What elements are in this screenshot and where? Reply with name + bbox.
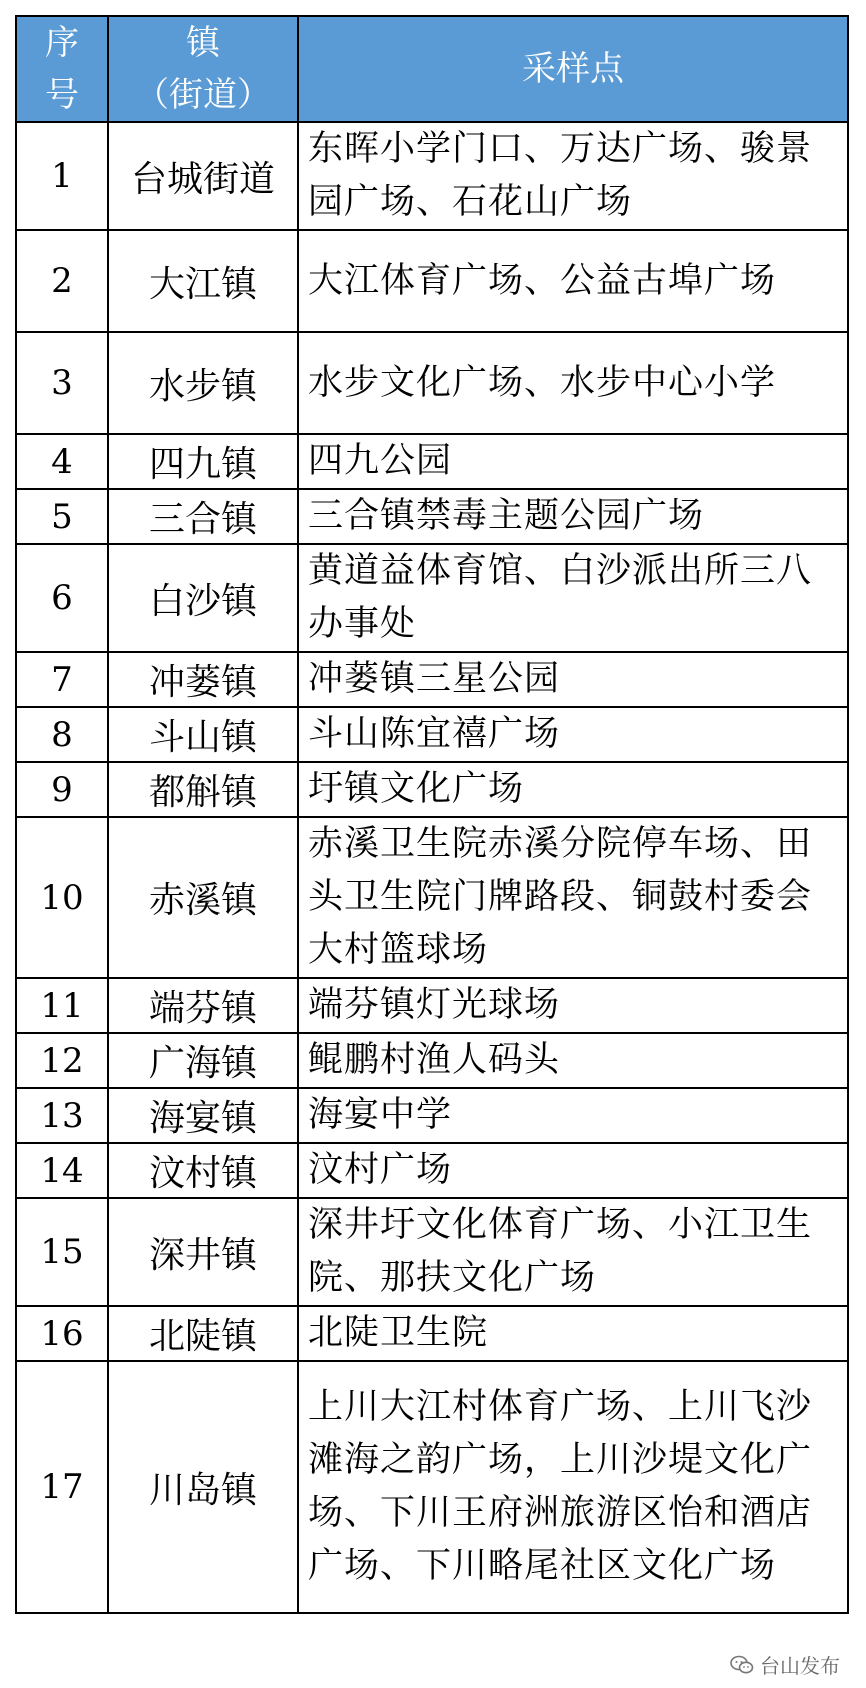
row-index: 13 [16,1088,108,1143]
watermark-text: 台山发布 [760,1654,840,1678]
table-header [16,16,848,122]
table-row [16,434,848,489]
row-index: 1 [16,122,108,230]
row-town: 端芬镇 [108,978,298,1033]
header-site: 采样点 [298,16,848,122]
row-index: 8 [16,707,108,762]
row-site: 水步文化广场、水步中心小学 [298,332,848,434]
row-index: 12 [16,1033,108,1088]
table-row [16,1033,848,1088]
header-town [108,16,298,122]
row-town: 海宴镇 [108,1088,298,1143]
table-row [16,544,848,652]
row-index: 11 [16,978,108,1033]
row-site: 深井圩文化体育广场、小江卫生院、那扶文化广场 [298,1198,848,1306]
row-town: 深井镇 [108,1198,298,1306]
row-index: 10 [16,817,108,978]
header-index [16,16,108,122]
row-town: 台城街道 [108,122,298,230]
row-index: 5 [16,489,108,544]
row-site: 北陡卫生院 [298,1306,848,1361]
table-row [16,817,848,978]
row-site: 三合镇禁毒主题公园广场 [298,489,848,544]
wechat-icon [730,1655,754,1675]
row-town: 赤溪镇 [108,817,298,978]
table-row [16,707,848,762]
row-town: 白沙镇 [108,544,298,652]
row-town: 三合镇 [108,489,298,544]
header-index-line-1: 序 [45,23,79,63]
row-site: 汶村广场 [298,1143,848,1198]
watermark [730,1650,840,1679]
row-site: 黄道益体育馆、白沙派出所三八办事处 [298,544,848,652]
table-row [16,122,848,230]
row-site: 斗山陈宜禧广场 [298,707,848,762]
row-site: 上川大江村体育广场、上川飞沙滩海之韵广场，上川沙堤文化广场、下川王府洲旅游区怡和酒店广场、下川略尾社区文化广场 [298,1361,848,1613]
row-site: 圩镇文化广场 [298,762,848,817]
header-town-line-1: 镇 [186,23,220,63]
row-town: 北陡镇 [108,1306,298,1361]
row-town: 斗山镇 [108,707,298,762]
header-town-line-2: （街道） [135,75,271,115]
row-site: 东晖小学门口、万达广场、骏景园广场、石花山广场 [298,122,848,230]
header-index-line-2: 号 [45,75,79,115]
row-index: 2 [16,230,108,332]
row-town: 水步镇 [108,332,298,434]
row-town: 川岛镇 [108,1361,298,1613]
row-site: 端芬镇灯光球场 [298,978,848,1033]
row-index: 6 [16,544,108,652]
row-town: 广海镇 [108,1033,298,1088]
row-index: 14 [16,1143,108,1198]
row-site: 冲蒌镇三星公园 [298,652,848,707]
row-town: 大江镇 [108,230,298,332]
row-site: 海宴中学 [298,1088,848,1143]
table-row [16,1361,848,1613]
table-row [16,1143,848,1198]
table-row [16,1306,848,1361]
row-town: 汶村镇 [108,1143,298,1198]
row-index: 17 [16,1361,108,1613]
row-index: 9 [16,762,108,817]
row-site: 鲲鹏村渔人码头 [298,1033,848,1088]
table-row [16,762,848,817]
row-site: 赤溪卫生院赤溪分院停车场、田头卫生院门牌路段、铜鼓村委会大村篮球场 [298,817,848,978]
table-row [16,978,848,1033]
row-town: 四九镇 [108,434,298,489]
row-index: 4 [16,434,108,489]
table-row [16,652,848,707]
row-site: 大江体育广场、公益古埠广场 [298,230,848,332]
row-site: 四九公园 [298,434,848,489]
table-row [16,1088,848,1143]
row-index: 7 [16,652,108,707]
table-body [16,122,848,1613]
row-town: 冲蒌镇 [108,652,298,707]
sampling-sites-table [15,15,849,1614]
row-index: 16 [16,1306,108,1361]
table-row [16,489,848,544]
table-row [16,332,848,434]
header-row [16,16,848,122]
row-town: 都斛镇 [108,762,298,817]
table-row [16,1198,848,1306]
row-index: 3 [16,332,108,434]
row-index: 15 [16,1198,108,1306]
table-row [16,230,848,332]
